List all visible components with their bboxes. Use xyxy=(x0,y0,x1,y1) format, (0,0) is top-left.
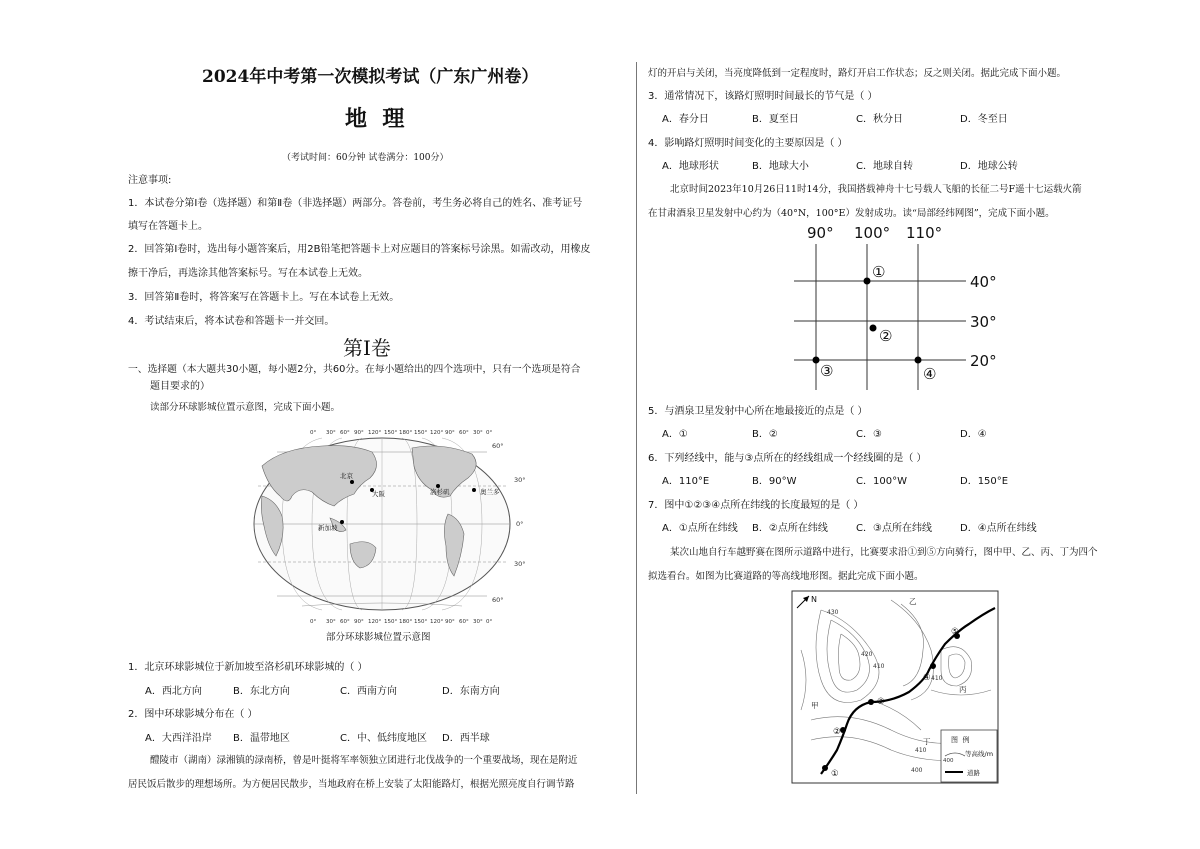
q2-option-b[interactable]: B．温带地区 xyxy=(233,733,290,744)
svg-text:120°: 120° xyxy=(368,619,382,625)
q3-stem: 3．通常情况下，该路灯照明时间最长的节气是（ ） xyxy=(648,91,878,102)
q5-option-d[interactable]: D．④ xyxy=(960,429,987,440)
world-map xyxy=(242,426,532,626)
legend-road: 道路 xyxy=(967,769,980,777)
notice-line-5: 3．回答第Ⅱ卷时，将答案写在答题卡上。写在本试卷上无效。 xyxy=(128,292,400,303)
svg-text:150°: 150° xyxy=(414,619,428,625)
place-yi: 乙 xyxy=(909,597,917,606)
svg-text:30°: 30° xyxy=(514,560,526,568)
q6-stem: 6．下列经线中，能与③点所在的经线组成一个经线圈的是（ ） xyxy=(648,453,927,464)
q5-option-a[interactable]: A．① xyxy=(662,429,688,440)
q3-option-b[interactable]: B．夏至日 xyxy=(752,114,799,125)
q7-option-b[interactable]: B．②点所在纬线 xyxy=(752,523,828,534)
route-point-3: ③ xyxy=(877,697,885,707)
q1-option-b[interactable]: B．东北方向 xyxy=(233,686,290,697)
lat-label-30: 30° xyxy=(970,313,997,331)
lat-label-40: 40° xyxy=(970,273,997,291)
svg-text:0°: 0° xyxy=(486,430,493,436)
svg-text:0°: 0° xyxy=(516,520,524,528)
q3-option-c[interactable]: C．秋分日 xyxy=(856,114,903,125)
elev-410-b: 410 xyxy=(931,675,943,682)
lat-lon-grid xyxy=(790,222,1030,392)
notice-line-4: 擦干净后，再选涂其他答案标号。写在本试卷上无效。 xyxy=(128,268,368,279)
passage-1-line-3: 灯的开启与关闭，当亮度降低到一定程度时，路灯开启工作状态；反之则关闭。据此完成下面小题。 xyxy=(648,68,1067,79)
svg-text:30°: 30° xyxy=(514,476,526,484)
exam-title: 2024年中考第一次模拟考试（广东广州卷） xyxy=(202,67,539,87)
svg-text:60°: 60° xyxy=(459,619,469,625)
svg-text:30°: 30° xyxy=(326,619,336,625)
svg-text:0°: 0° xyxy=(486,619,493,625)
lon-label-110: 110° xyxy=(906,224,943,242)
q1-stem: 1．北京环球影城位于新加坡至洛杉矶环球影城的（ ） xyxy=(128,662,368,673)
passage-3-line-1: 某次山地自行车越野赛在图所示道路中进行，比赛要求沿①到⑤方向骑行，图中甲、乙、丙、丁为四个 xyxy=(670,547,1098,558)
q3-option-d[interactable]: D．冬至日 xyxy=(960,114,1008,125)
svg-text:90°: 90° xyxy=(354,619,364,625)
place-bing: 丙 xyxy=(959,685,967,694)
point-1: ① xyxy=(872,263,886,281)
place-jia: 甲 xyxy=(811,701,819,710)
svg-text:60°: 60° xyxy=(492,442,504,450)
notice-line-2: 填写在答题卡上。 xyxy=(128,221,208,232)
map-instruction: 读部分环球影城位置示意图，完成下面小题。 xyxy=(150,402,341,413)
city-osaka: 大阪 xyxy=(372,490,385,498)
legend-title: 图 例 xyxy=(951,736,970,744)
q5-stem: 5．与酒泉卫星发射中心所在地最接近的点是（ ） xyxy=(648,406,868,417)
q7-option-a[interactable]: A．①点所在纬线 xyxy=(662,523,738,534)
svg-text:30°: 30° xyxy=(473,619,483,625)
svg-text:90°: 90° xyxy=(445,619,455,625)
route-point-1: ① xyxy=(831,769,839,779)
svg-text:30°: 30° xyxy=(326,430,336,436)
notice-line-3: 2．回答第Ⅰ卷时，选出每小题答案后，用2B铅笔把答题卡上对应题目的答案标号涂黑。如需改动，用橡皮 xyxy=(128,244,591,255)
city-orlando: 奥兰多 xyxy=(480,488,500,496)
elev-410-c: 410 xyxy=(915,747,927,754)
q6-option-a[interactable]: A．110°E xyxy=(662,476,710,487)
lat-label-20: 20° xyxy=(970,352,997,370)
q7-stem: 7．图中①②③④点所在纬线的长度最短的是（ ） xyxy=(648,500,864,511)
q6-option-b[interactable]: B．90°W xyxy=(752,476,797,487)
svg-text:120°: 120° xyxy=(430,619,444,625)
elev-410-a: 410 xyxy=(873,663,885,670)
svg-text:90°: 90° xyxy=(445,430,455,436)
passage-1-line-1: 醴陵市（湖南）渌湘镇的渌南桥，曾是叶挺将军率领独立团进行北伐战争的一个重要战场，现在是附近 xyxy=(150,755,578,766)
q4-option-b[interactable]: B．地球大小 xyxy=(752,161,809,172)
q4-option-c[interactable]: C．地球自转 xyxy=(856,161,913,172)
svg-text:120°: 120° xyxy=(430,430,444,436)
city-los-angeles: 洛杉矶 xyxy=(430,488,450,496)
subject-title: 地 理 xyxy=(345,106,405,132)
point-4: ④ xyxy=(923,365,937,383)
section-intro-2: 题目要求的） xyxy=(150,381,210,392)
svg-text:120°: 120° xyxy=(368,430,382,436)
svg-text:60°: 60° xyxy=(459,430,469,436)
section-intro-1: 一、选择题（本大题共30小题，每小题2分，共60分。在每小题给出的四个选项中，只有一个选项是符合 xyxy=(128,364,581,375)
route-point-5: ⑤ xyxy=(951,627,959,637)
column-divider xyxy=(636,62,637,794)
svg-text:60°: 60° xyxy=(492,596,504,604)
q5-option-c[interactable]: C．③ xyxy=(856,429,882,440)
svg-text:90°: 90° xyxy=(354,430,364,436)
q4-stem: 4．影响路灯照明时间变化的主要原因是（ ） xyxy=(648,138,848,149)
elev-420: 420 xyxy=(861,651,873,658)
city-beijing: 北京 xyxy=(340,472,353,480)
q2-option-a[interactable]: A．大西洋沿岸 xyxy=(145,733,212,744)
route-point-2: ② xyxy=(833,727,841,737)
contour-map xyxy=(791,590,1001,786)
legend-contour: 等高线/m xyxy=(965,750,994,758)
lon-label-100: 100° xyxy=(854,224,891,242)
place-ding: 丁 xyxy=(923,737,931,746)
notice-heading: 注意事项: xyxy=(128,175,172,186)
q1-option-c[interactable]: C．西南方向 xyxy=(340,686,397,697)
svg-text:150°: 150° xyxy=(414,430,428,436)
point-3: ③ xyxy=(820,362,834,380)
svg-text:180°: 180° xyxy=(399,430,413,436)
svg-text:180°: 180° xyxy=(399,619,413,625)
passage-2-line-2: 在甘肃酒泉卫星发射中心约为（40°N，100°E）发射成功。读“局部经纬网图”，完成下面小题。 xyxy=(648,208,1055,219)
passage-2-line-1: 北京时间2023年10月26日11时14分，我国搭载神舟十七号载人飞船的长征二号F遥十七运载火箭 xyxy=(670,184,1082,195)
q2-stem: 2．图中环球影城分布在（ ） xyxy=(128,709,258,720)
svg-text:60°: 60° xyxy=(340,619,350,625)
svg-text:60°: 60° xyxy=(340,430,350,436)
elev-400: 400 xyxy=(911,767,923,774)
svg-text:150°: 150° xyxy=(384,430,398,436)
svg-text:30°: 30° xyxy=(473,430,483,436)
q1-option-d[interactable]: D．东南方向 xyxy=(442,686,500,697)
q5-option-b[interactable]: B．② xyxy=(752,429,778,440)
lon-label-90: 90° xyxy=(807,224,834,242)
point-2: ② xyxy=(879,327,893,345)
legend-contour-value: 400 xyxy=(943,758,954,764)
passage-3-line-2: 拟选看台。如图为比赛道路的等高线地形图。据此完成下面小题。 xyxy=(648,571,924,582)
q2-option-d[interactable]: D．西半球 xyxy=(442,733,490,744)
q7-option-c[interactable]: C．③点所在纬线 xyxy=(856,523,932,534)
route-point-4: ④ xyxy=(923,673,931,683)
notice-line-1: 1．本试卷分第Ⅰ卷（选择题）和第Ⅱ卷（非选择题）两部分。答卷前，考生务必将自己的姓名、准考证号 xyxy=(128,198,583,209)
exam-info: （考试时间：60分钟 试卷满分：100分） xyxy=(282,153,449,163)
notice-line-6: 4．考试结束后，将本试卷和答题卡一并交回。 xyxy=(128,316,335,327)
passage-1-line-2: 居民饭后散步的理想场所。为方便居民散步，当地政府在桥上安装了太阳能路灯，根据光照亮度自行调节路 xyxy=(128,779,575,790)
svg-text:0°: 0° xyxy=(310,619,317,625)
world-map-caption: 部分环球影城位置示意图 xyxy=(326,632,431,643)
q3-option-a[interactable]: A．春分日 xyxy=(662,114,709,125)
q1-option-a[interactable]: A．西北方向 xyxy=(145,686,202,697)
q4-option-d[interactable]: D．地球公转 xyxy=(960,161,1018,172)
city-singapore: 新加坡 xyxy=(318,524,338,532)
north-label: N xyxy=(811,595,817,604)
q4-option-a[interactable]: A．地球形状 xyxy=(662,161,719,172)
volume-title: 第Ⅰ卷 xyxy=(343,336,391,360)
q6-option-c[interactable]: C．100°W xyxy=(856,476,907,487)
elev-430: 430 xyxy=(827,609,839,616)
q2-option-c[interactable]: C．中、低纬度地区 xyxy=(340,733,427,744)
q7-option-d[interactable]: D．④点所在纬线 xyxy=(960,523,1037,534)
q6-option-d[interactable]: D．150°E xyxy=(960,476,1009,487)
svg-text:150°: 150° xyxy=(384,619,398,625)
svg-text:0°: 0° xyxy=(310,430,317,436)
